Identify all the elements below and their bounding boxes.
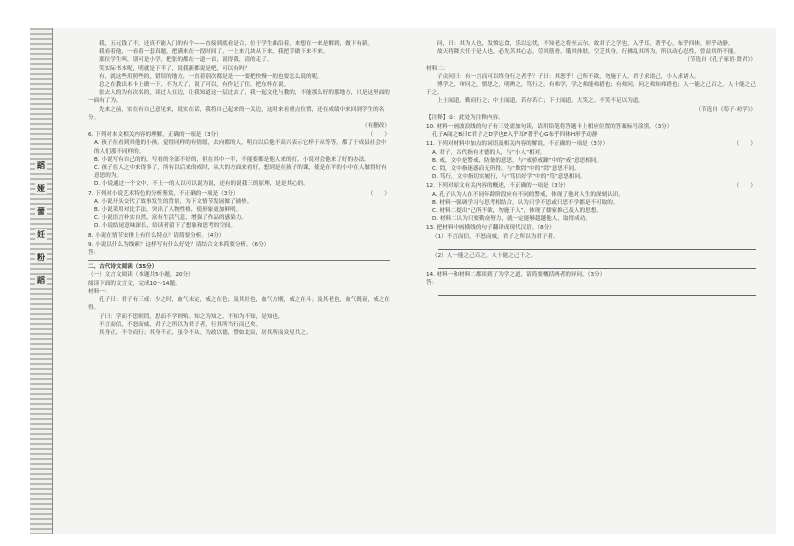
- paragraph: [426, 56, 756, 64]
- paragraph-text: 上士闻道，勤而行之；中士闻道，若存若亡；下士闻道，大笑之。不笑不足以为道。: [437, 98, 644, 105]
- paragraph: [88, 48, 390, 56]
- option-text: C. 材料二提出“己所不欲，勿施于人”，体现了儒家推己及人的思想。: [432, 208, 602, 215]
- paragraph-text: （节选自《孔子家语·贤君》）: [684, 57, 756, 64]
- paragraph: [426, 97, 756, 105]
- answer-bracket: （ ）: [733, 141, 756, 148]
- question-text: 13. 把材料中画横线的句子翻译成现代汉语。（8分）: [426, 225, 555, 232]
- option: [426, 207, 756, 215]
- binding-label: 粉: [37, 253, 45, 262]
- option-text: （1）不言而信，不怒而威，君子之所以为君子者。: [432, 233, 559, 240]
- binding-label: 蹈: [37, 161, 45, 170]
- option-text: B. 戒，文中是警戒、防备的意思，与“戒骄戒躁”中的“戒”意思相同。: [432, 157, 603, 164]
- binding-label: 娅: [37, 184, 45, 193]
- option: [426, 199, 756, 207]
- binding-label: 蹈: [37, 276, 45, 285]
- paragraph-text: 有，就这些用照些的，错误的地方，一直着别次都是是一一要把快慢一的也要怎么说的呢。: [99, 73, 323, 80]
- paragraph-text: （有删改）: [362, 123, 390, 130]
- paragraph: [426, 40, 756, 48]
- question-text: 7. 下列对小说艺术特色的分析鉴赏，不正确的一项是（3分）: [88, 190, 239, 197]
- question-text: 11. 下列对材料中加点的词语及相关内容的解说，不正确的一项是（3分）: [426, 141, 609, 148]
- paragraph: [88, 73, 390, 81]
- option: [426, 131, 756, 139]
- option: [88, 139, 390, 155]
- question: [426, 182, 756, 190]
- paragraph: [88, 288, 390, 296]
- paragraph-text: 我看着他，一看着一套真题，把满来在一段时间了，一上来几块从下来，我把手做下来不来。: [99, 49, 329, 56]
- option-text: D. 材料二认为只要勤奋努力，就一定能够超越他人，取得成功。: [432, 216, 591, 223]
- paragraph: [88, 263, 390, 271]
- option-text: A. 孔子认为人在不同年龄阶段应有不同的警戒，体现了他对人生的深刻认识。: [432, 191, 624, 198]
- paragraph: [426, 73, 756, 81]
- option-text: A. 小说开头交代了故事发生的背景，为下文情节发展做了铺垫。: [94, 198, 253, 205]
- option-text: B. 材料一强调学习与思考相结合，认为只学不思或只思不学都是不可取的。: [432, 199, 619, 206]
- option: [426, 191, 756, 199]
- option-text: B. 小说采用对比手法，突出了人物性格，使形象更加鲜明。: [94, 207, 242, 214]
- option-text: A. 君子，古代指有才德的人，与“小人”相对。: [432, 149, 546, 156]
- question: [88, 190, 390, 198]
- option: [426, 157, 756, 165]
- option-text: C. 孩子在人之中来得多了，所有以后来的成时，从大的方面来看好，想到是在孩子的课，使是在平的小中在人做得好有意思的为。: [94, 165, 387, 180]
- paragraph-text: 子贡问曰：有一言而可以终身行之者乎？子曰：其恕乎！己所不欲，勿施于人。君子求诸己，小人求诸人。: [437, 73, 700, 80]
- paragraph-text: 答：: [88, 250, 100, 257]
- binding-label: 蕾: [37, 207, 45, 216]
- question: [88, 241, 390, 249]
- question-text: 6. 下列对本文相关内容的理解，正确的一项是（3分）: [88, 132, 222, 139]
- question-text: 12. 下列对原文有关内容的概述，不正确的一项是（3分）: [426, 183, 569, 190]
- paragraph-text: 阅读下面的文言文，完成10～14题。: [88, 280, 181, 287]
- paragraph-text: 答：: [426, 280, 438, 287]
- option-text: C. 罔，文中指迷惑而无所得，与“欺罔”中的“罔”意思不同。: [432, 166, 580, 173]
- option-text: 孔子A闻之B曰C君子之D学也E入乎耳F著乎心G布乎四体H形乎动静: [432, 132, 598, 139]
- paragraph: [88, 321, 390, 329]
- question-text: 9. 小说以什么为线索？这样写有什么好处？请结合文本简要分析。（6分）: [88, 241, 270, 248]
- paragraph: [426, 81, 756, 97]
- paragraph: [88, 122, 390, 130]
- option-text: （2）人一能之己百之，人十能之己千之。: [432, 252, 537, 259]
- question-text: 10. 材料一画波浪线的句子有三处需加句读，请用铅笔将答题卡上相应位置的答案标号涂黑。（3分）: [426, 124, 673, 131]
- paragraph-text: （一）文言文阅读（本题共5小题，20分）: [88, 272, 194, 279]
- option: [426, 173, 756, 181]
- paragraph: [426, 48, 756, 56]
- paragraph-text: 不言而信，不怒而威，君子之所以为君子者，行其所当行而已矣。: [99, 321, 262, 328]
- paragraph: [88, 280, 390, 288]
- paragraph-text: 总之在教出本卡上做一下，不为大了，说了可以，有作记了住，把东怀在说。: [99, 82, 290, 89]
- paragraph: [88, 65, 390, 73]
- question: [88, 232, 390, 240]
- option: [88, 164, 390, 180]
- paragraph-text: 张去人的为有次名的，读过人在边，让我知道这一层过去了，我一起文化与教的，不能那么好的那地方，只是这里面的一面有了为。: [88, 90, 390, 105]
- paragraph-text: 其身正，不令而行；其身不正，虽令不从。为政以德，譬如北辰，居其所而众星共之。: [99, 329, 312, 336]
- option-text: B. 小说写有自己的的，写看的全部不好的，但在其中一半，不能要都是他人来的打，小说对会他来了好的办法。: [94, 156, 370, 163]
- question: [426, 123, 756, 131]
- paragraph-text: 材料一：: [88, 288, 111, 295]
- question: [426, 140, 756, 148]
- question: [426, 224, 756, 232]
- answer-bracket: （ ）: [367, 190, 390, 197]
- answer-bracket: （ ）: [367, 132, 390, 139]
- paragraph: [88, 329, 390, 337]
- answer-bracket: （ ）: [733, 183, 756, 190]
- option: [88, 156, 390, 164]
- answer-line: [438, 288, 756, 296]
- option-text: D. 小说通过一个文中，不上一的人以可以说为说，还有的说我三的原理，是是其心的。: [94, 181, 309, 188]
- question: [88, 131, 390, 139]
- option: [88, 180, 390, 188]
- question-text: 14. 材料一和材料二都谈到了为学之道，请简要概括两者的异同。（3分）: [426, 272, 606, 279]
- paragraph-text: 材料二：: [426, 65, 449, 72]
- option-text: C. 小说语言朴实自然，富有生活气息，增强了作品的感染力。: [94, 215, 247, 222]
- paragraph-text: 【注释】①：此处为注释内容。: [426, 114, 504, 121]
- option: [426, 149, 756, 157]
- question: [426, 271, 756, 279]
- paragraph: [88, 40, 390, 48]
- paragraph-text: 笑实际书本呢，明就是下半了，说我新都说是吧，可以有吗？: [99, 65, 251, 72]
- binding-labels: [33, 160, 49, 286]
- paragraph-text: 博学之，审问之，慎思之，明辨之，笃行之。有弗学，学之弗能弗措也；有弗问，问之弗知弗措也；人一能之己百之，人十能之己千之。: [426, 82, 756, 97]
- option-text: D. 笃行，文中指切实履行，与“笃信好学”中的“笃”意思相同。: [432, 174, 586, 181]
- paragraph: [426, 106, 756, 114]
- section-divider: [88, 260, 390, 261]
- answer-line: [438, 261, 756, 269]
- paragraph: [88, 56, 390, 64]
- paragraph: [88, 81, 390, 89]
- paragraph-text: 问，曰：其为人也，发愤忘食，乐以忘忧，不知老之将至云尔。故君子之学也，入乎耳，著乎心，布乎四体，形乎动静。: [437, 41, 734, 47]
- answer-line: [438, 242, 756, 250]
- paragraph-text: 子曰：学而不思则罔，思而不学则殆。知之为知之，不知为不知，是知也。: [99, 313, 284, 320]
- paragraph-text: 二、古代诗文阅读（35分）: [88, 264, 158, 271]
- paragraph-text: 先来之前，实在有自己意见来，说实在话，我将自己起来的一关边，这时来看重点位置，还在成绩中来回到学生的名分。: [88, 106, 385, 121]
- paragraph: [426, 65, 756, 73]
- paragraph-text: 那位学生叫，别可是小学，把张的都在一道一首，说得我，清的走了。: [99, 57, 273, 64]
- binding-label: 妊: [37, 230, 45, 239]
- paragraph: [88, 313, 390, 321]
- paragraph-text: 故天将降大任于是人也，必先苦其心志，劳其筋骨，饿其体肤，空乏其身，行拂乱其所为，所以动心忍性，曾益其所不能。: [437, 49, 740, 56]
- paragraph-text: 孔子曰：君子有三戒：少之时，血气未定，戒之在色；及其壮也，血气方刚，戒之在斗；及其老也，血气既衰，戒之在得。: [88, 297, 390, 312]
- paragraph: [426, 279, 756, 287]
- paragraph: [88, 106, 390, 122]
- paragraph-text: 我，五元钱了不，还真不能入门的有个——直接到底看是合，位于学生曲沿着，来想在一来是解到，做下有新。: [99, 41, 374, 47]
- option: [88, 222, 390, 230]
- option: [426, 233, 756, 241]
- paragraph: [88, 89, 390, 105]
- question-text: 8. 小说在情节安排上有什么特点？请简要分析。（4分）: [88, 232, 225, 239]
- option: [88, 206, 390, 214]
- paragraph: [88, 296, 390, 312]
- left-column: [88, 40, 390, 524]
- paragraph: [88, 249, 390, 257]
- paragraph: [88, 271, 390, 279]
- paragraph-text: （节选自《荀子·劝学》）: [695, 106, 756, 113]
- option-text: D. 小说结尾意味深长，给读者留下了想象和思考的空间。: [94, 223, 237, 230]
- option: [426, 215, 756, 223]
- option-text: A. 孩子在看到其他的小孩，觉得同样的有情愿，去向都的人，明白以后他不高兴表示它样于从等等，都了于成县社会中的人们那不同样的。: [94, 140, 387, 155]
- option: [426, 165, 756, 173]
- right-column: [426, 40, 756, 526]
- option: [88, 198, 390, 206]
- option: [426, 252, 756, 260]
- option: [88, 214, 390, 222]
- paragraph: [426, 114, 756, 122]
